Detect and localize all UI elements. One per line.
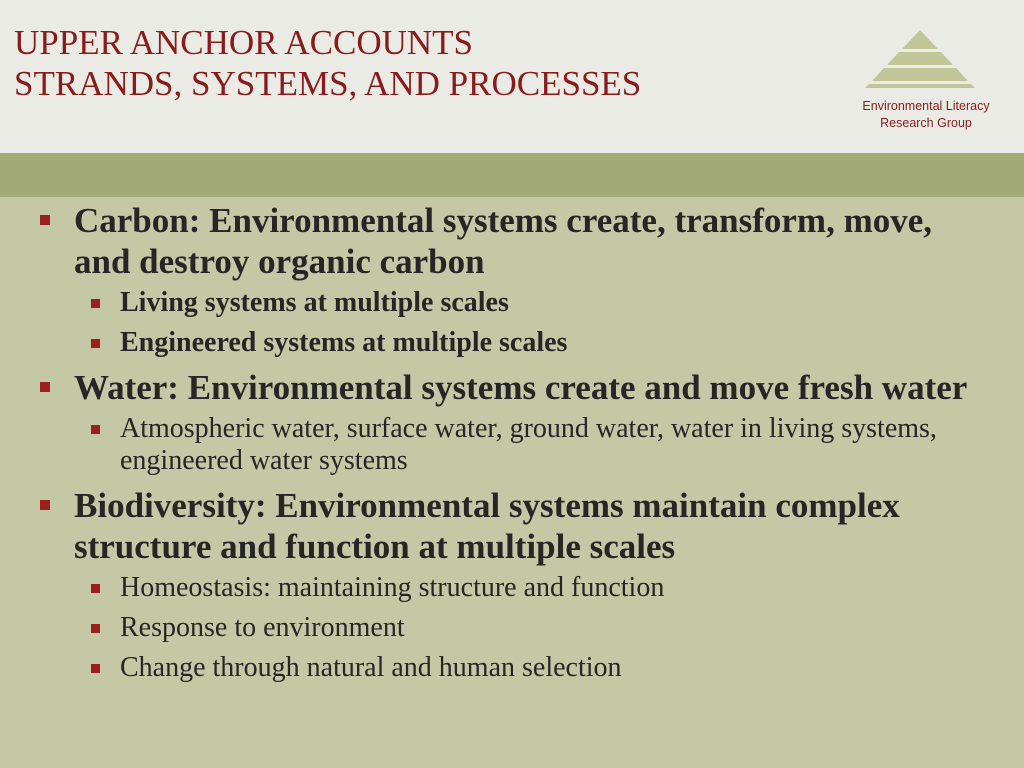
title-line-1: UPPER ANCHOR ACCOUNTS: [14, 23, 473, 62]
logo-text: [846, 98, 1006, 132]
bullet-text: Water: Environmental systems create and move fresh water: [74, 368, 968, 407]
sub-bullet-item: [74, 413, 984, 477]
logo-line-2: Research Group: [880, 116, 972, 130]
slide-content: [0, 200, 1024, 692]
sub-bullet-text: Response to environment: [120, 612, 405, 643]
sub-bullet-marker: [91, 299, 100, 308]
sub-bullet-list: [74, 572, 984, 684]
title-line-2: STRANDS, SYSTEMS, AND PROCESSES: [14, 64, 642, 103]
sub-bullet-item: [74, 327, 984, 359]
bullet-list: [0, 200, 1024, 684]
bullet-marker: [40, 500, 50, 510]
bullet-water: [0, 367, 1024, 477]
divider-band: [0, 153, 1024, 197]
sub-bullet-item: [74, 287, 984, 319]
sub-bullet-item: [74, 612, 984, 644]
sub-bullet-marker: [91, 664, 100, 673]
sub-bullet-item: [74, 572, 984, 604]
sub-bullet-text: Homeostasis: maintaining structure and function: [120, 572, 665, 603]
sub-bullet-text: Engineered systems at multiple scales: [120, 327, 568, 358]
logo-line-1: Environmental Literacy: [862, 99, 990, 113]
sub-bullet-text: Change through natural and human selection: [120, 652, 622, 683]
bullet-text: Carbon: Environmental systems create, transform, move, and destroy organic carbon: [74, 201, 933, 281]
sub-bullet-list: [74, 287, 984, 359]
slide-header: [0, 0, 1024, 153]
sub-bullet-list: [74, 413, 984, 477]
sub-bullet-marker: [91, 425, 100, 434]
pyramid-icon: [865, 28, 975, 92]
slide-title: [14, 22, 641, 104]
sub-bullet-marker: [91, 584, 100, 593]
sub-bullet-text: Atmospheric water, surface water, ground water, water in living systems, engineered water systems: [120, 413, 937, 476]
sub-bullet-marker: [91, 624, 100, 633]
bullet-carbon: [0, 200, 1024, 359]
elrg-logo: [846, 24, 1016, 144]
bullet-marker: [40, 382, 50, 392]
bullet-text: Biodiversity: Environmental systems maintain complex structure and function at multiple scales: [74, 486, 900, 566]
bullet-marker: [40, 215, 50, 225]
sub-bullet-marker: [91, 339, 100, 348]
bullet-biodiversity: [0, 485, 1024, 684]
sub-bullet-item: [74, 652, 984, 684]
sub-bullet-text: Living systems at multiple scales: [120, 287, 509, 318]
